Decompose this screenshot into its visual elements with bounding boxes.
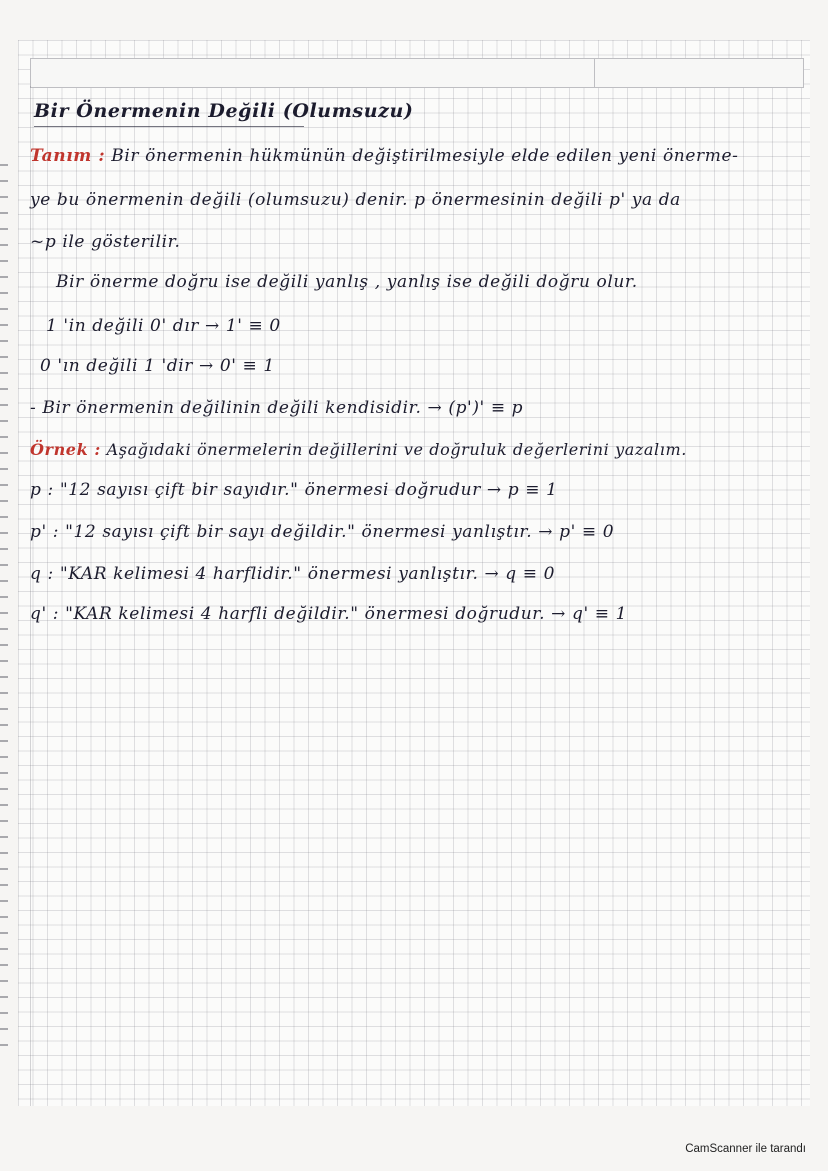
example-label: Örnek : <box>30 440 101 459</box>
example-item-4: q' : "KAR kelimesi 4 harfli değildir." önermesi doğrudur. → q' ≡ 1 <box>30 604 628 624</box>
body-line-4: - Bir önermenin değilinin değili kendisidir. → (p')' ≡ p <box>30 398 524 418</box>
body-line-1: Bir önerme doğru ise değili yanlış , yanlış ise değili doğru olur. <box>56 272 638 292</box>
definition-text-1: Bir önermenin hükmünün değiştirilmesiyle elde edilen yeni önerme- <box>111 146 739 166</box>
page-header-box <box>30 58 804 88</box>
example-item-3: q : "KAR kelimesi 4 harflidir." önermesi yanlıştır. → q ≡ 0 <box>30 564 556 584</box>
page-title: Bir Önermenin Değili (Olumsuzu) <box>34 100 414 122</box>
definition-label: Tanım : <box>30 146 106 166</box>
body-line-3: 0 'ın değili 1 'dir → 0' ≡ 1 <box>40 356 275 376</box>
example-item-1: p : "12 sayısı çift bir sayıdır." önermesi doğrudur → p ≡ 1 <box>30 480 558 500</box>
definition-line-1 <box>30 146 738 166</box>
example-intro: Aşağıdaki önermelerin değillerini ve doğruluk değerlerini yazalım. <box>106 440 687 459</box>
example-item-2: p' : "12 sayısı çift bir sayı değildir." önermesi yanlıştır. → p' ≡ 0 <box>30 522 615 542</box>
example-header-line <box>30 440 687 459</box>
body-line-2: 1 'in değili 0' dır → 1' ≡ 0 <box>46 316 281 336</box>
header-divider <box>594 59 595 87</box>
title-underline <box>34 126 304 127</box>
scanner-watermark: CamScanner ile tarandı <box>685 1143 806 1155</box>
definition-line-3: ~p ile gösterilir. <box>30 232 181 252</box>
spiral-binding <box>0 150 10 1050</box>
definition-line-2: ye bu önermenin değili (olumsuzu) denir. p önermesinin değili p' ya da <box>30 190 681 210</box>
